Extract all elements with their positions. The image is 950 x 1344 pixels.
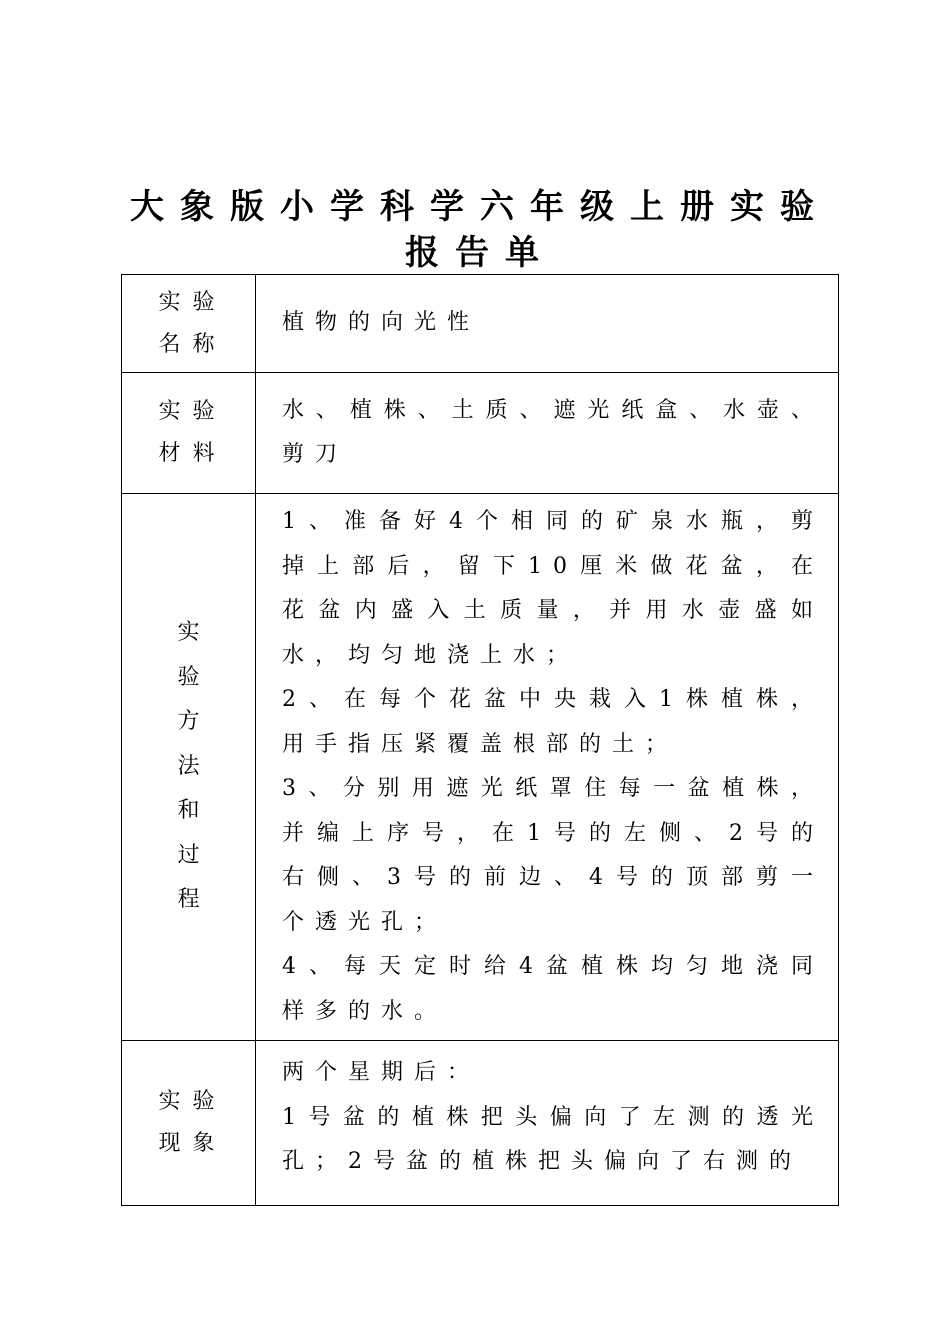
- label-experiment-name: 实验名称: [158, 289, 227, 357]
- table-row-experiment-name: [122, 275, 839, 373]
- table-row-method: [122, 494, 839, 1041]
- report-table: [121, 274, 839, 1206]
- observation-line-2: 1号盆的植株把头偏向了左测的透光孔；2号盆的植株把头偏向了右测的: [282, 1104, 824, 1174]
- content-cell-materials: [256, 373, 839, 494]
- label-method-char: 法: [177, 753, 200, 779]
- label-method-char: 和: [177, 798, 200, 824]
- method-step-1: 1、准备好4个相同的矿泉水瓶，剪掉上部后，留下10厘米做花盆，在花盆内盛入土质量，并用水壶盛如水，均匀地浇上水；: [282, 509, 824, 668]
- page-title: [121, 184, 839, 276]
- observation-line-1: 两个星期后：: [282, 1060, 481, 1085]
- content-cell-observation: [256, 1041, 839, 1206]
- materials-value: 水、植株、土质、遮光纸盒、水壶、剪刀: [282, 397, 824, 467]
- label-method-char: 实: [177, 620, 200, 646]
- label-method-char: 验: [177, 664, 200, 690]
- label-cell-experiment-name: [122, 275, 256, 373]
- method-step-2: 2、在每个花盆中央栽入1株植株，用手指压紧覆盖根部的土；: [282, 687, 824, 757]
- experiment-name-value: 植物的向光性: [282, 310, 481, 336]
- title-line-2: 报告单: [405, 233, 555, 273]
- content-cell-experiment-name: [256, 275, 839, 373]
- label-method-char: 方: [177, 709, 200, 735]
- label-method-char: 过: [177, 842, 200, 868]
- label-cell-method: [122, 494, 256, 1041]
- label-cell-materials: [122, 373, 256, 494]
- label-observation: 实验现象: [158, 1089, 227, 1156]
- label-method-char: 程: [177, 887, 200, 913]
- method-step-3: 3、分别用遮光纸罩住每一盆植株，并编上序号，在1号的左侧、2号的右侧、3号的前边、4号的顶部剪一个透光孔；: [282, 776, 824, 935]
- table-row-materials: [122, 373, 839, 494]
- table-row-observation: [122, 1041, 839, 1206]
- content-cell-method: [256, 494, 839, 1041]
- title-line-1: 大象版小学科学六年级上册实验: [130, 187, 830, 227]
- label-cell-observation: [122, 1041, 256, 1206]
- method-step-4: 4、每天定时给4盆植株均匀地浇同样多的水。: [282, 954, 824, 1024]
- label-method: [174, 611, 204, 923]
- label-materials: 实验材料: [158, 399, 227, 466]
